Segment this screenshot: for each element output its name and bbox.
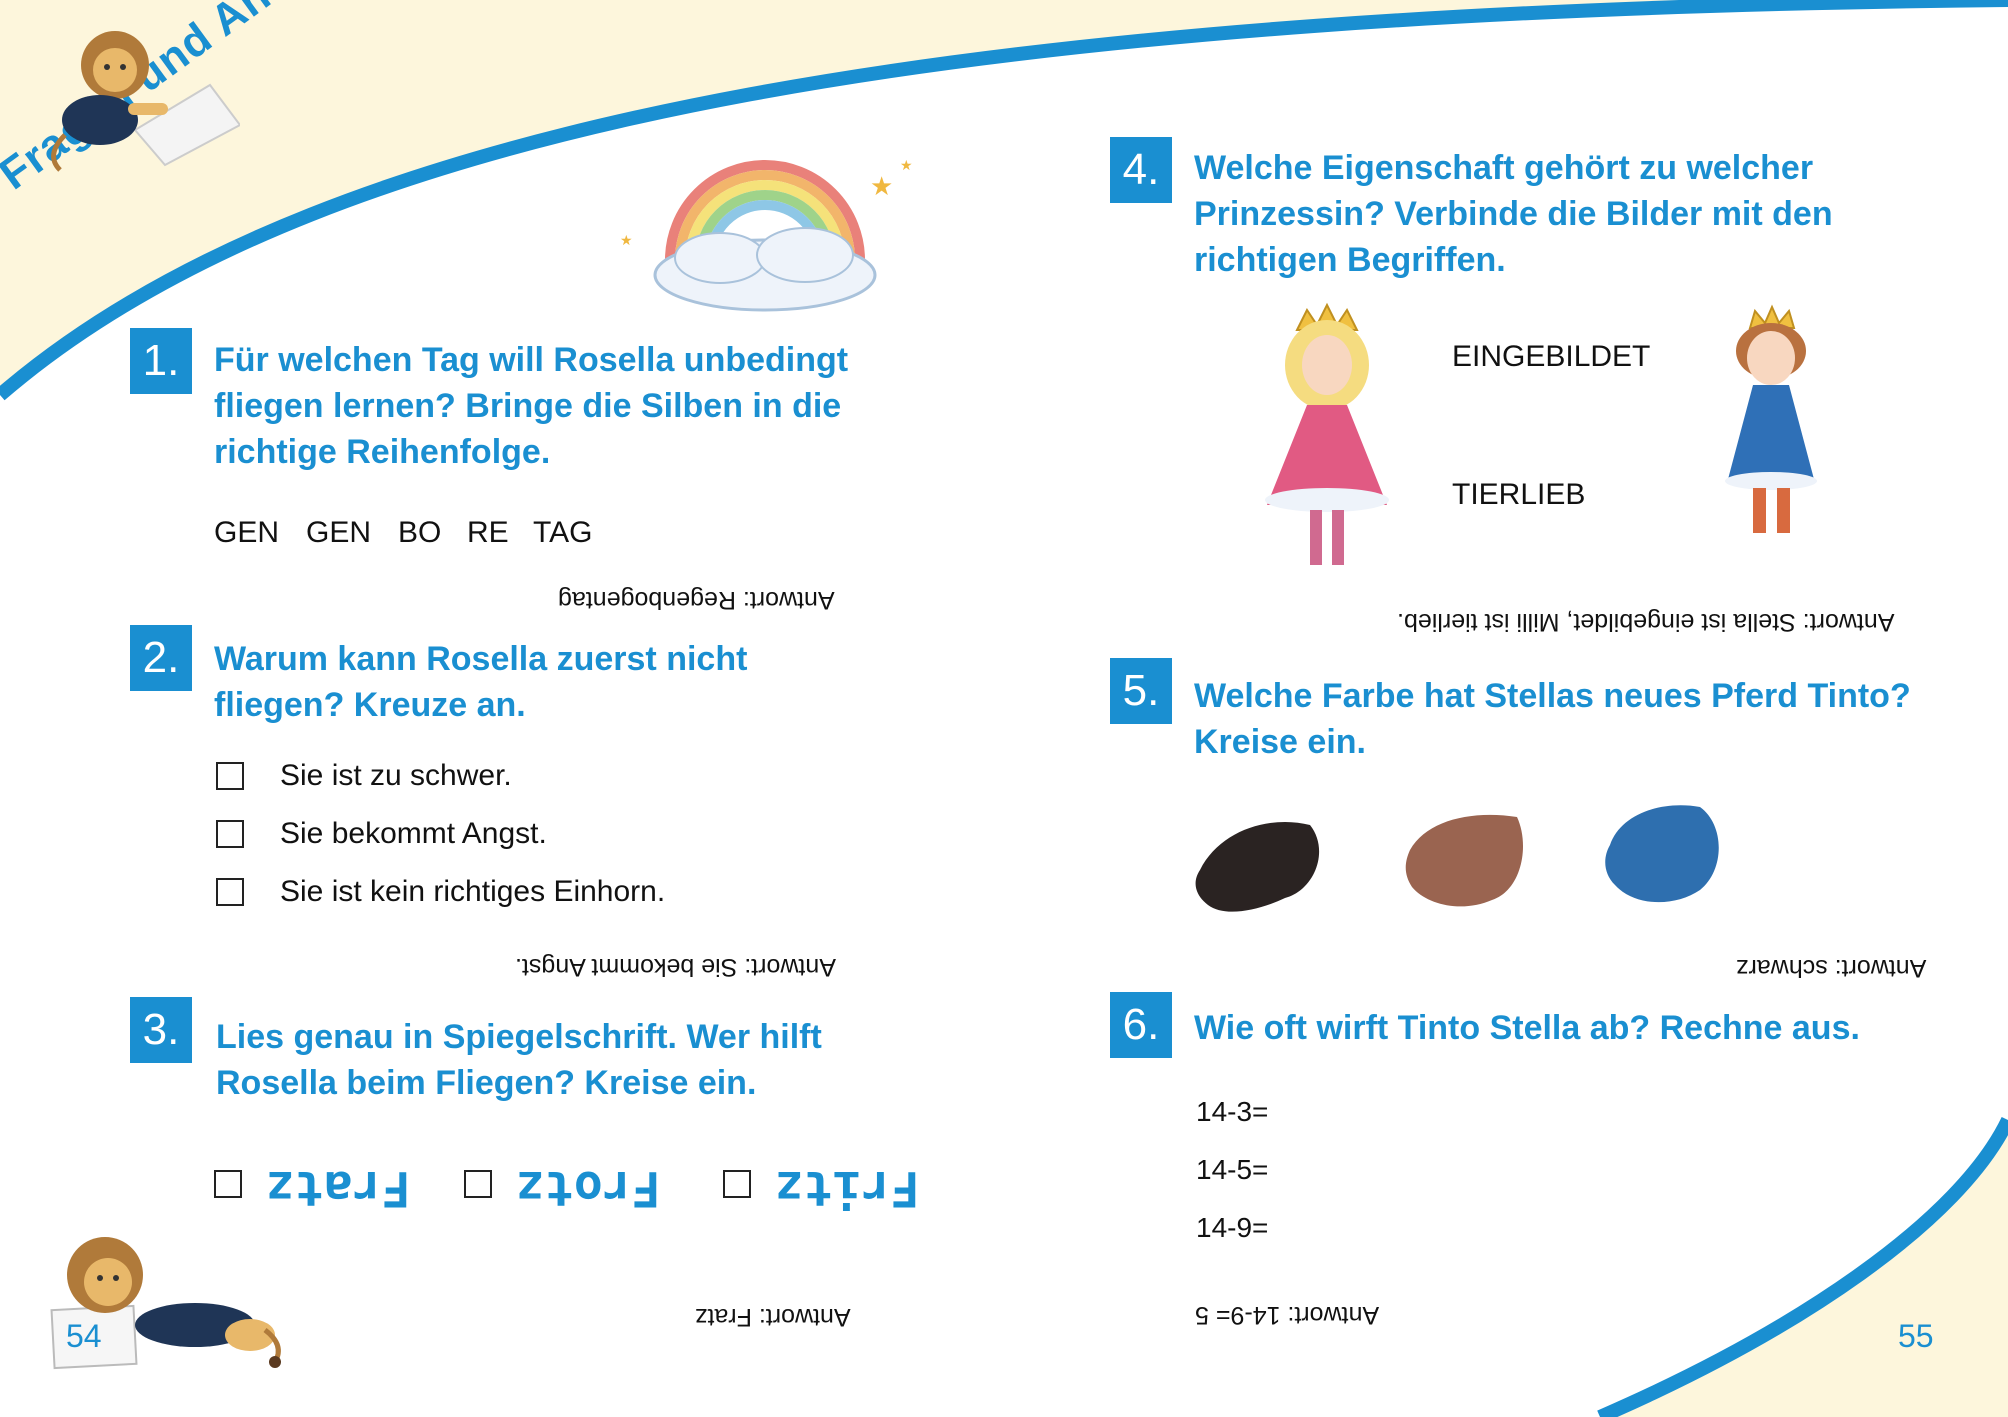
q3-mirrored-option: Fritz <box>775 1160 920 1216</box>
q1-syllable: RE <box>467 516 509 549</box>
q3-answer: Antwort: Fratz <box>695 1303 851 1331</box>
question-2-number: 2. <box>130 625 192 691</box>
princess-milli-illustration <box>1715 303 1825 548</box>
q2-checkbox[interactable] <box>216 878 244 906</box>
rainbow-illustration <box>600 140 940 320</box>
q2-option: Sie ist kein richtiges Einhorn. <box>280 875 666 908</box>
q2-checkbox[interactable] <box>216 820 244 848</box>
q3-checkbox[interactable] <box>723 1170 751 1198</box>
q1-syllable: TAG <box>533 516 593 549</box>
q3-mirrored-option: Frotz <box>516 1160 661 1216</box>
q4-word: TIERLIEB <box>1452 478 1586 511</box>
q6-equation: 14-5= <box>1196 1154 1269 1185</box>
question-5-text: Welche Farbe hat Stellas neues Pferd Tinto? Kreise ein. <box>1194 677 1911 761</box>
q2-option: Sie bekommt Angst. <box>280 817 547 850</box>
q3-checkbox[interactable] <box>214 1170 242 1198</box>
q3-checkbox[interactable] <box>464 1170 492 1198</box>
svg-text:★: ★ <box>870 172 894 202</box>
question-3-number: 3. <box>130 997 192 1063</box>
page-number-right: 55 <box>1898 1318 1934 1354</box>
page-title: und <box>124 12 222 102</box>
question-5-number: 5. <box>1110 658 1172 724</box>
question-4-text: Welche Eigenschaft gehört zu welcher Prinzessin? Verbinde die Bilder mit den richtigen Begriffen. <box>1194 149 1833 279</box>
q5-answer: Antwort: schwarz <box>1736 954 1927 982</box>
q6-equation: 14-9= <box>1196 1212 1269 1243</box>
color-swatch-brown[interactable] <box>1402 805 1532 920</box>
q2-checkbox[interactable] <box>216 762 244 790</box>
question-1-text: Für welchen Tag will Rosella unbedingt fliegen lernen? Bringe die Silben in die richtige Reihenfolge. <box>214 341 849 471</box>
q2-answer: Antwort: Sie bekommt Angst. <box>515 953 836 981</box>
question-6-text: Wie oft wirft Tinto Stella ab? Rechne aus. <box>1194 1009 1860 1047</box>
question-6-number: 6. <box>1110 992 1172 1058</box>
question-4-number: 4. <box>1110 137 1172 203</box>
color-swatch-blue[interactable] <box>1600 795 1730 915</box>
page-number-left: 54 <box>66 1318 102 1354</box>
q1-answer: Antwort: Regenbogentag <box>558 586 835 614</box>
question-2-text: Warum kann Rosella zuerst nicht fliegen? Kreuze an. <box>214 640 748 724</box>
q1-syllable: BO <box>398 516 442 549</box>
question-3-text: Lies genau in Spiegelschrift. Wer hilft Rosella beim Fliegen? Kreise ein. <box>216 1018 822 1102</box>
question-1-number: 1. <box>130 328 192 394</box>
q6-equation: 14-3= <box>1196 1096 1269 1127</box>
q4-answer: Antwort: Stella ist eingebildet, Milli ist tierlieb. <box>1397 608 1895 636</box>
q1-syllable: GEN <box>214 516 280 549</box>
princess-stella-illustration <box>1262 300 1392 575</box>
lion-illustration <box>40 25 240 175</box>
q1-syllable: GEN <box>306 516 372 549</box>
svg-text:★: ★ <box>900 158 913 174</box>
q6-answer: Antwort: 14-9= 5 <box>1195 1301 1380 1329</box>
q3-mirrored-option: Fratz <box>266 1160 411 1216</box>
color-swatch-black[interactable] <box>1190 810 1330 920</box>
svg-text:★: ★ <box>620 233 633 249</box>
q2-option: Sie ist zu schwer. <box>280 759 512 792</box>
q4-word: EINGEBILDET <box>1452 340 1651 373</box>
